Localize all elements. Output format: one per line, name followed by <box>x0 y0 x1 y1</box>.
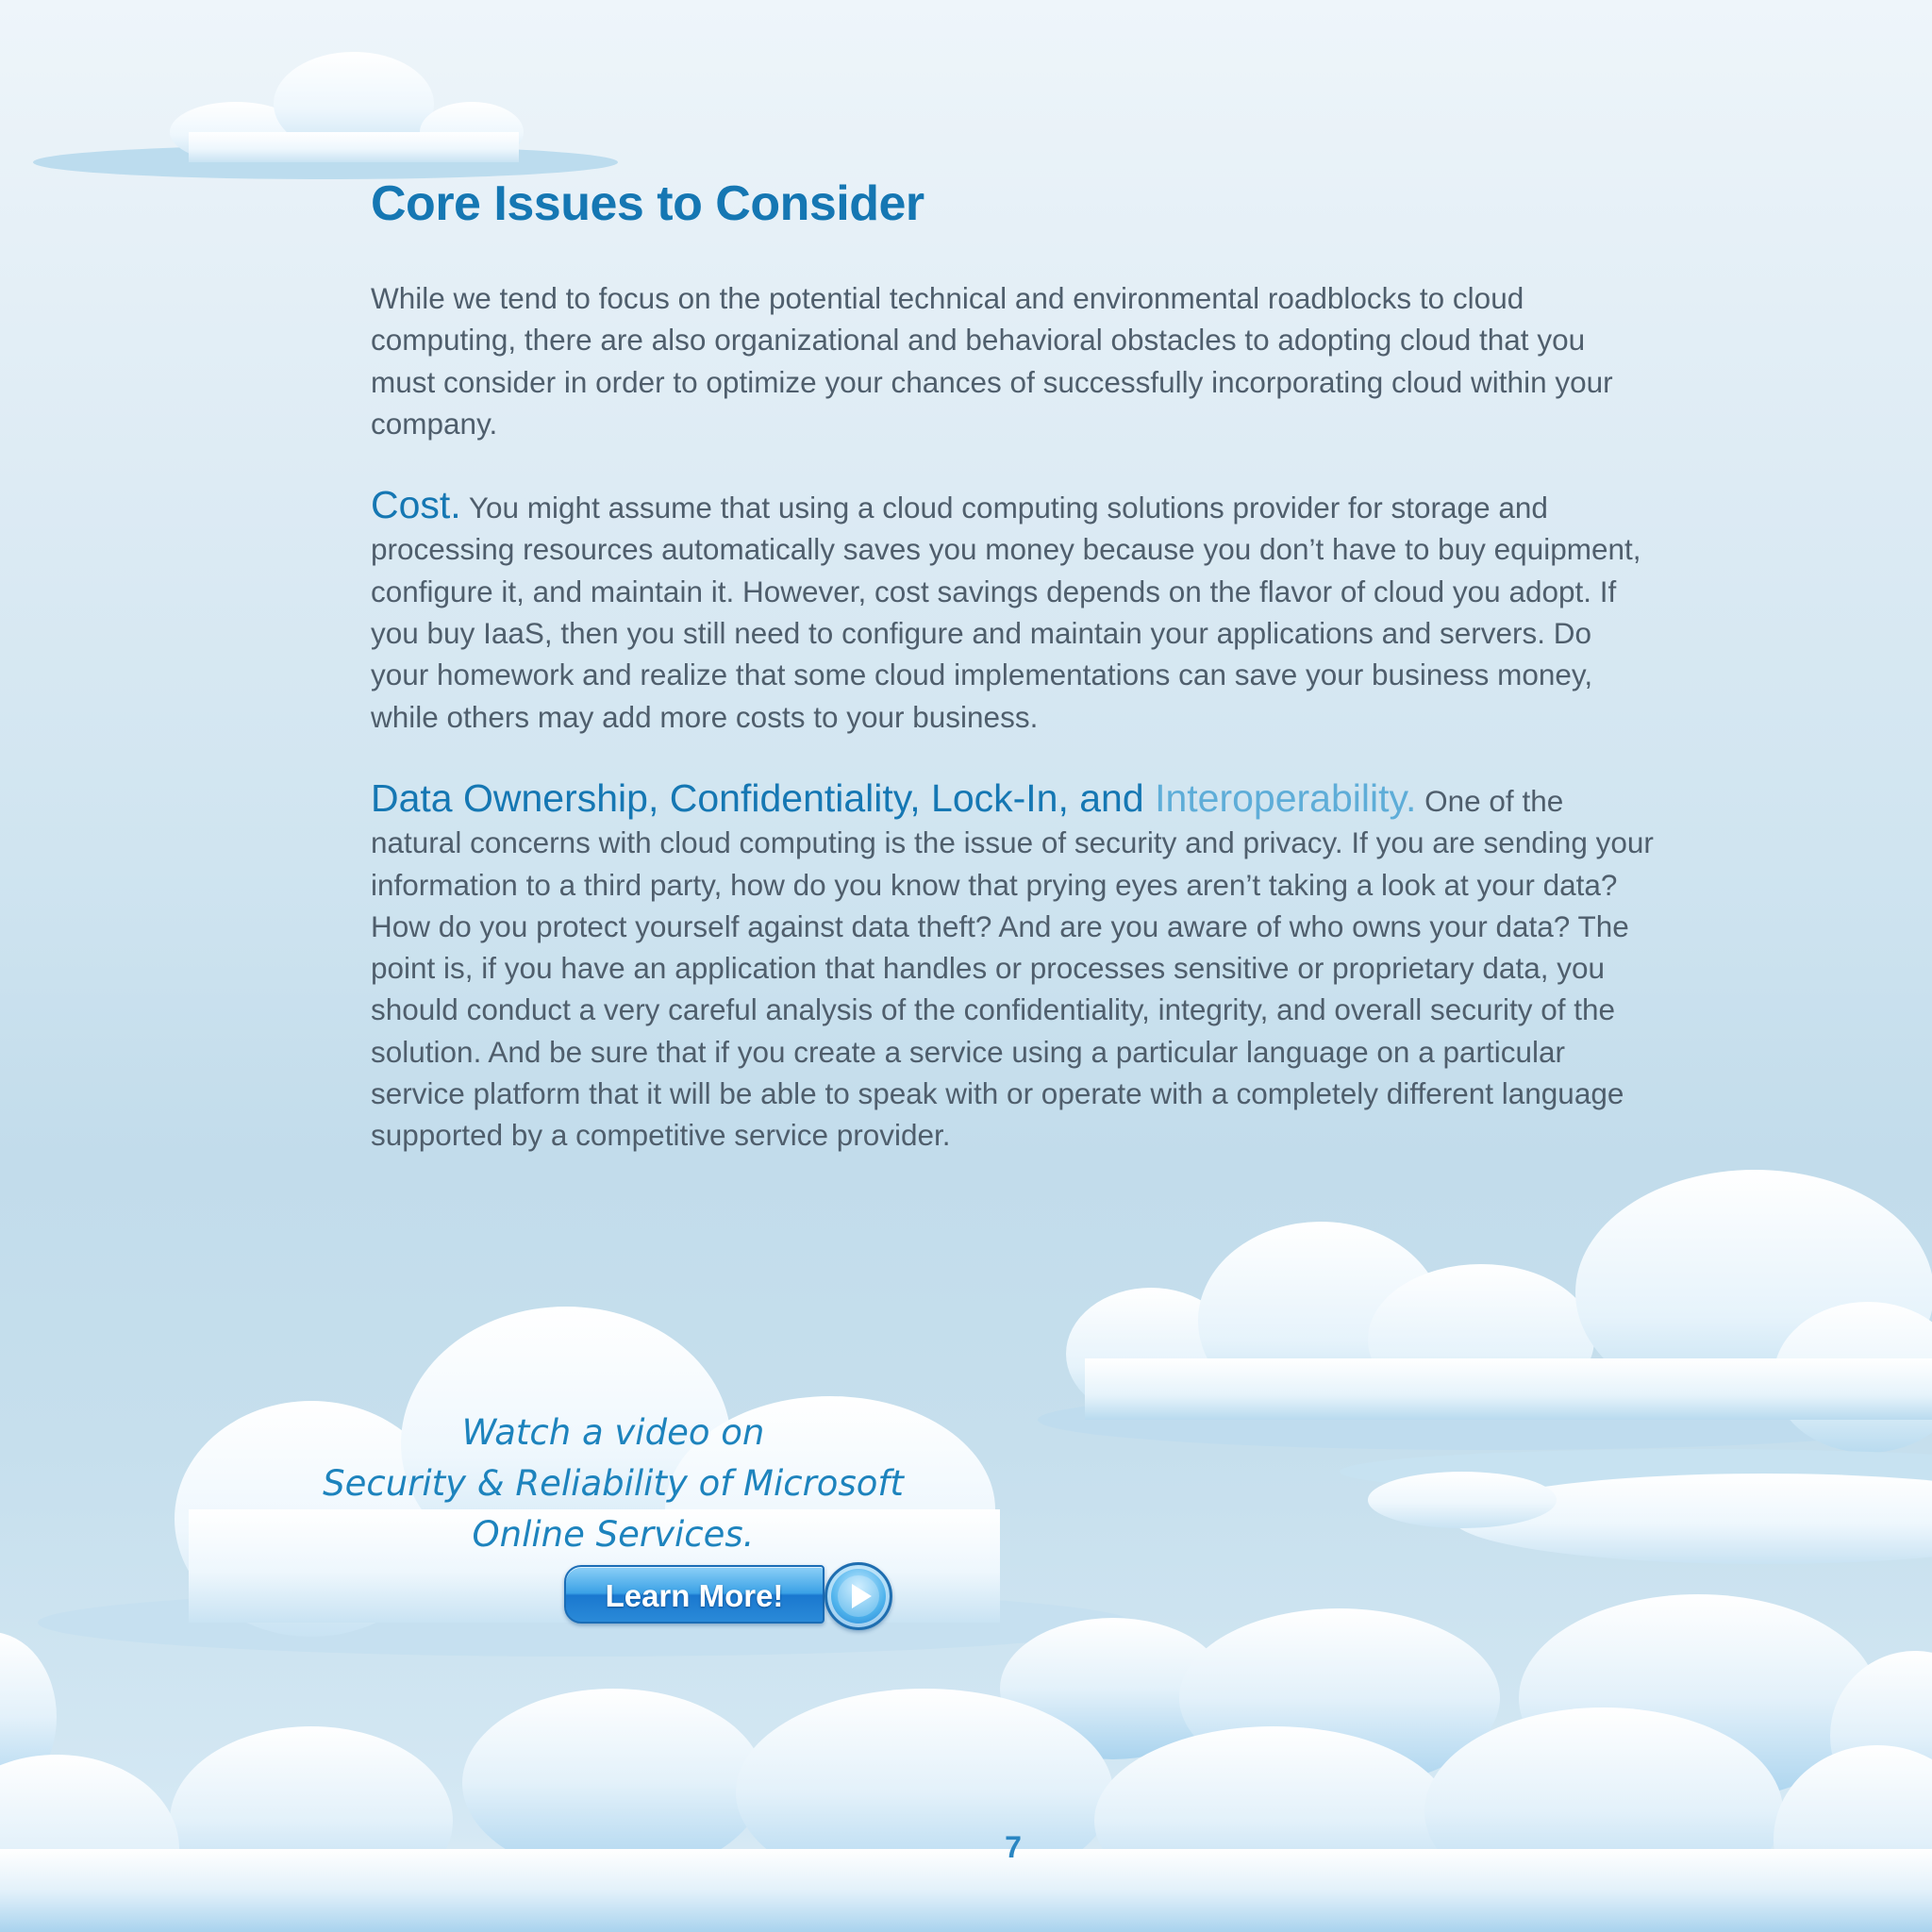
page-title: Core Issues to Consider <box>371 176 924 231</box>
play-button[interactable] <box>824 1562 892 1630</box>
callout-line-3: Online Services. <box>472 1514 755 1555</box>
cost-section <box>371 484 1654 738</box>
callout-line-2: Security & Reliability of Microsoft <box>323 1463 904 1504</box>
data-ownership-section <box>371 777 1654 1157</box>
cost-body: You might assume that using a cloud computing solutions provider for storage and processing resources automatically saves you money because you don’t have to buy equipment, configure it, and maintain it. However, cost savings depends on the flavor of cloud you adopt. If you buy IaaS, then you still need to configure and maintain your applications and servers. Do your homework and realize that some cloud implementations can save your business money, while others may add more costs to your business. <box>371 491 1641 734</box>
page-number: 7 <box>1005 1830 1022 1864</box>
data-ownership-heading <box>371 776 1416 820</box>
learn-more-button[interactable]: Learn More! <box>564 1565 824 1624</box>
cost-heading: Cost. <box>371 483 461 527</box>
top-left-cloud <box>33 52 618 179</box>
right-clouds <box>1038 1170 1932 1564</box>
article <box>371 170 1654 1196</box>
data-ownership-heading-text: Data Ownership, Confidentiality, Lock-In, and <box>371 775 1144 820</box>
callout-line-1: Watch a video on <box>461 1412 765 1453</box>
data-ownership-heading-tail: Interoperability. <box>1155 775 1417 820</box>
video-callout <box>283 1407 943 1560</box>
play-icon <box>827 1565 890 1627</box>
intro-paragraph: While we tend to focus on the potential technical and environmental roadblocks to cloud computing, there are also organizational and behavioral obstacles to adopting cloud that you must consider in order to optimize your chances of successfully incorporating cloud within your company. <box>371 281 1613 441</box>
data-ownership-body: One of the natural concerns with cloud computing is the issue of security and privacy. If you are sending your information to a third party, how do you know that prying eyes aren’t taking a look at your data? How do you protect yourself against data theft? And are you aware of who owns your data? The point is, if you have an application that handles or processes sensitive or proprietary data, you should conduct a very careful analysis of the confidentiality, integrity, and overall security of the solution. And be sure that if you create a service using a particular language on a particular service platform that it will be able to speak with or operate with a completely different language supported by a competitive service provider. <box>371 783 1654 1153</box>
